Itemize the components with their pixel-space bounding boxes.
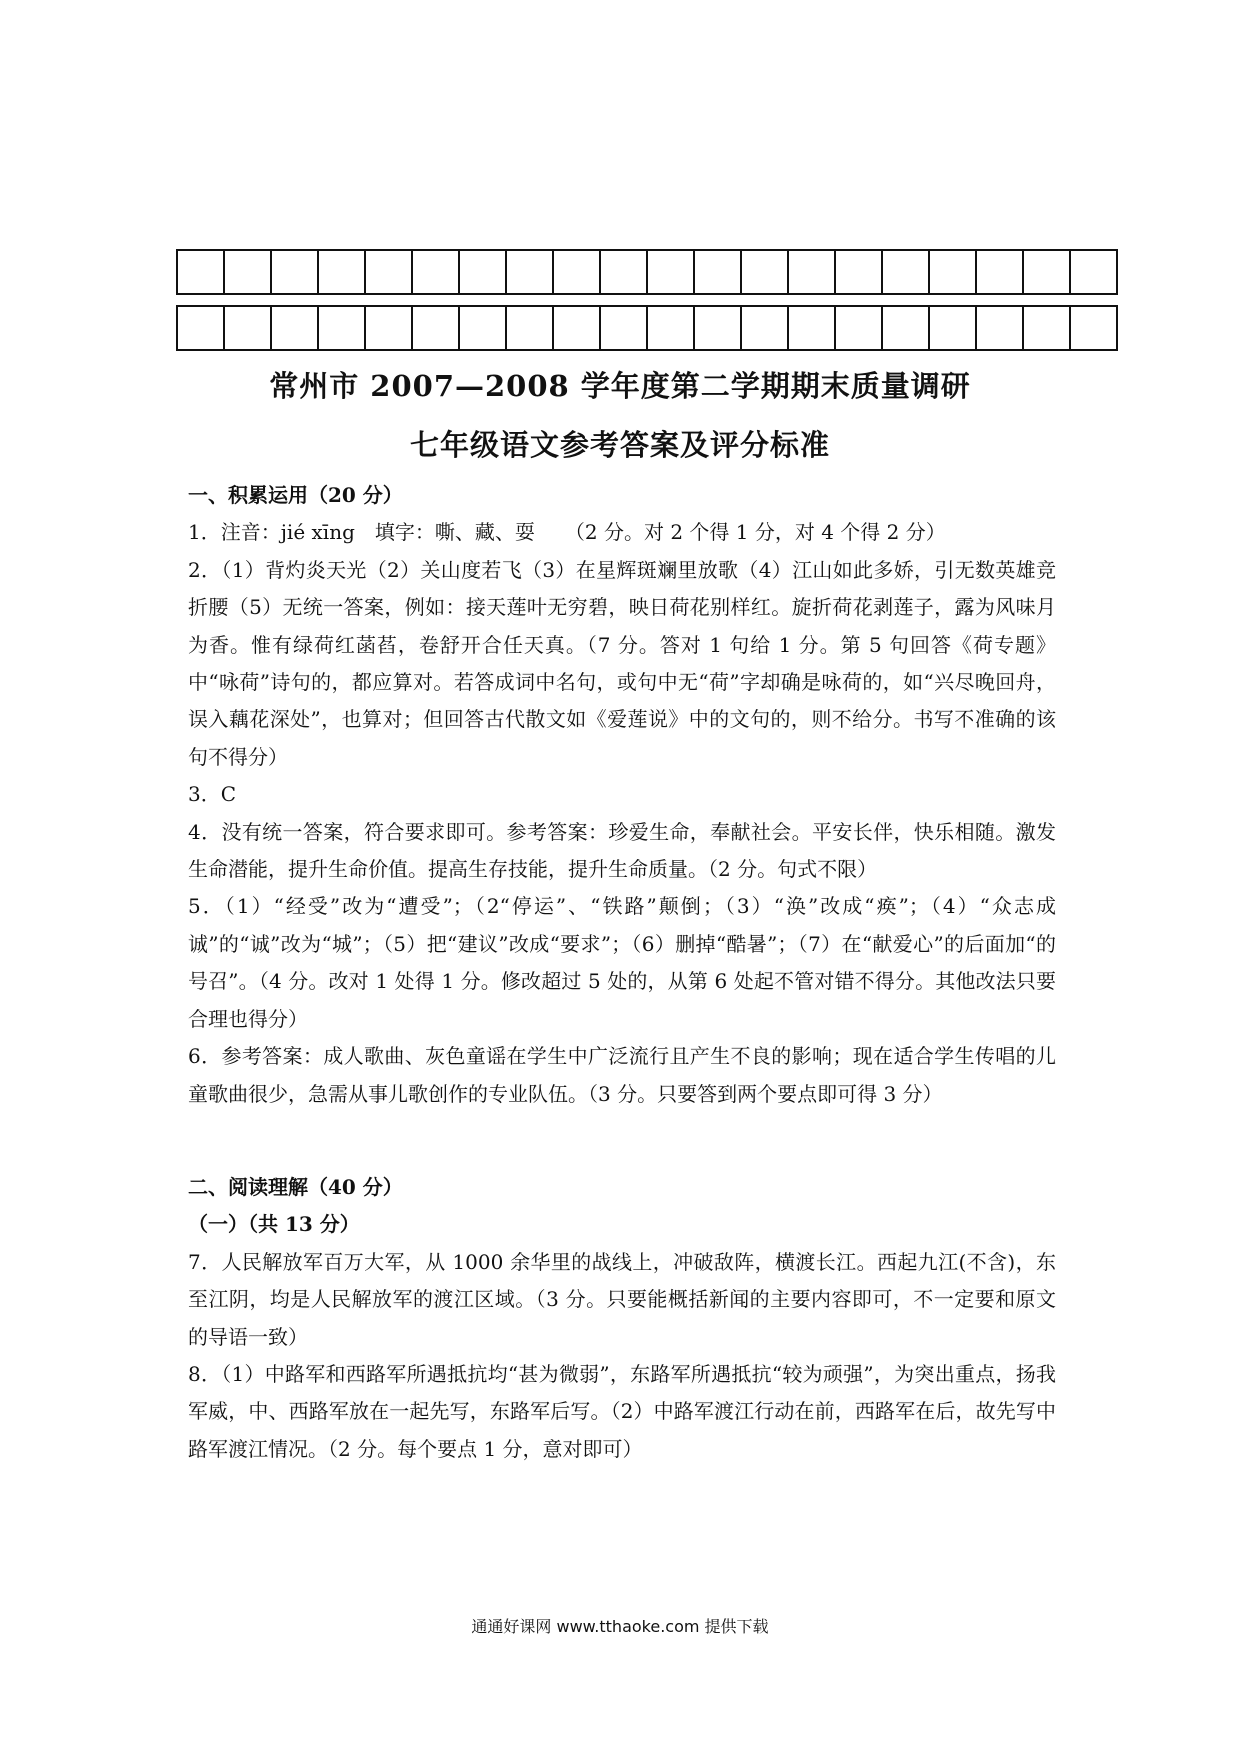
grid-cell	[648, 307, 695, 349]
grid-cell	[319, 251, 366, 293]
subsection-1-heading: （一）（共 13 分）	[188, 1212, 360, 1237]
grid-cell	[789, 307, 836, 349]
answer-grid-row-1	[176, 249, 1118, 295]
answer-q7: 7．人民解放军百万大军，从 1000 余华里的战线上，冲破敌阵，横渡长江。西起九江(不含)，东至江阴，均是人民解放军的渡江区域。（3 分。只要能概括新闻的主要内容即可，不一定要和原文的导语一致）	[188, 1249, 1056, 1349]
document-title: 常州市 2007—2008 学年度第二学期期末质量调研	[269, 369, 971, 403]
grid-cell	[695, 251, 742, 293]
grid-cell	[695, 307, 742, 349]
grid-cell	[460, 307, 507, 349]
grid-cell	[930, 251, 977, 293]
grid-cell	[178, 307, 225, 349]
grid-cell	[413, 307, 460, 349]
grid-cell	[178, 251, 225, 293]
answer-content	[188, 477, 1056, 1468]
section-2-heading: 二、阅读理解（40 分）	[188, 1174, 403, 1199]
grid-cell	[366, 251, 413, 293]
grid-cell	[742, 307, 789, 349]
page-footer: 通通好课网 www.tthaoke.com 提供下载	[471, 1617, 769, 1636]
answer-grid-row-2	[176, 305, 1118, 351]
grid-cell	[930, 307, 977, 349]
grid-cell	[1071, 251, 1116, 293]
section-spacer	[188, 1113, 1056, 1169]
grid-cell	[554, 307, 601, 349]
grid-cell	[977, 251, 1024, 293]
answer-q2: 2．（1）背灼炎天光（2）关山度若飞（3）在星辉斑斓里放歌（4）江山如此多娇，引无数英雄竞折腰（5）无统一答案，例如：接天莲叶无穷碧，映日荷花别样红。旋折荷花剥莲子，露为风味月为香。惟有绿荷红菡萏，卷舒开合任天真。（7 分。答对 1 句给 1 分。第 5 句回答《荷专题》中“咏荷”诗句的，都应算对。若答成词中名句，或句中无“荷”字却确是咏荷的，如“兴尽晚回舟，误入藕花深处”，也算对；但回答古代散文如《爱莲说》中的文句的，则不给分。书写不准确的该句不得分）	[188, 557, 1056, 769]
grid-cell	[225, 307, 272, 349]
answer-q8: 8．（1）中路军和西路军所遇抵抗均“甚为微弱”，东路军所遇抵抗“较为顽强”，为突出重点，扬我军威，中、西路军放在一起先写，东路军后写。（2）中路军渡江行动在前，西路军在后，故先写中路军渡江情况。（2 分。每个要点 1 分，意对即可）	[188, 1361, 1056, 1461]
grid-cell	[225, 251, 272, 293]
grid-cell	[554, 251, 601, 293]
grid-cell	[1071, 307, 1116, 349]
grid-cell	[413, 251, 460, 293]
grid-cell	[272, 251, 319, 293]
grid-cell	[460, 251, 507, 293]
answer-q3: 3．C	[188, 782, 237, 807]
answer-q4: 4．没有统一答案，符合要求即可。参考答案：珍爱生命，奉献社会。平安长伴，快乐相随。激发生命潜能，提升生命价值。提高生存技能，提升生命质量。（2 分。句式不限）	[188, 819, 1056, 882]
grid-cell	[883, 251, 930, 293]
grid-cell	[977, 307, 1024, 349]
grid-cell	[789, 251, 836, 293]
document-subtitle: 七年级语文参考答案及评分标准	[409, 428, 830, 462]
answer-q5: 5．（1）“经受”改为“遭受”；（2“停运”、“铁路”颠倒；（3）“涣”改成“痪”；（4）“众志成诚”的“诚”改为“城”；（5）把“建议”改成“要求”；（6）删掉“酷暑”；（7）在“献爱心”的后面加“的号召”。（4 分。改对 1 处得 1 分。修改超过 5 处的，从第 6 处起不管对错不得分。其他改法只要合理也得分）	[188, 894, 1056, 1031]
grid-cell	[1024, 251, 1071, 293]
grid-cell	[507, 251, 554, 293]
grid-cell	[836, 307, 883, 349]
grid-cell	[601, 251, 648, 293]
grid-cell	[648, 251, 695, 293]
grid-cell	[601, 307, 648, 349]
answer-q1: 1．注音：jié xīng 填字：嘶、藏、耍 （2 分。对 2 个得 1 分，对 4 个得 2 分）	[188, 520, 946, 545]
grid-cell	[272, 307, 319, 349]
grid-cell	[883, 307, 930, 349]
answer-q6: 6．参考答案：成人歌曲、灰色童谣在学生中广泛流行且产生不良的影响；现在适合学生传唱的儿童歌曲很少，急需从事儿歌创作的专业队伍。（3 分。只要答到两个要点即可得 3 分）	[188, 1044, 1056, 1106]
grid-cell	[507, 307, 554, 349]
grid-cell	[366, 307, 413, 349]
grid-cell	[319, 307, 366, 349]
grid-cell	[836, 251, 883, 293]
section-1-heading: 一、积累运用（20 分）	[188, 483, 403, 507]
grid-cell	[742, 251, 789, 293]
grid-cell	[1024, 307, 1071, 349]
